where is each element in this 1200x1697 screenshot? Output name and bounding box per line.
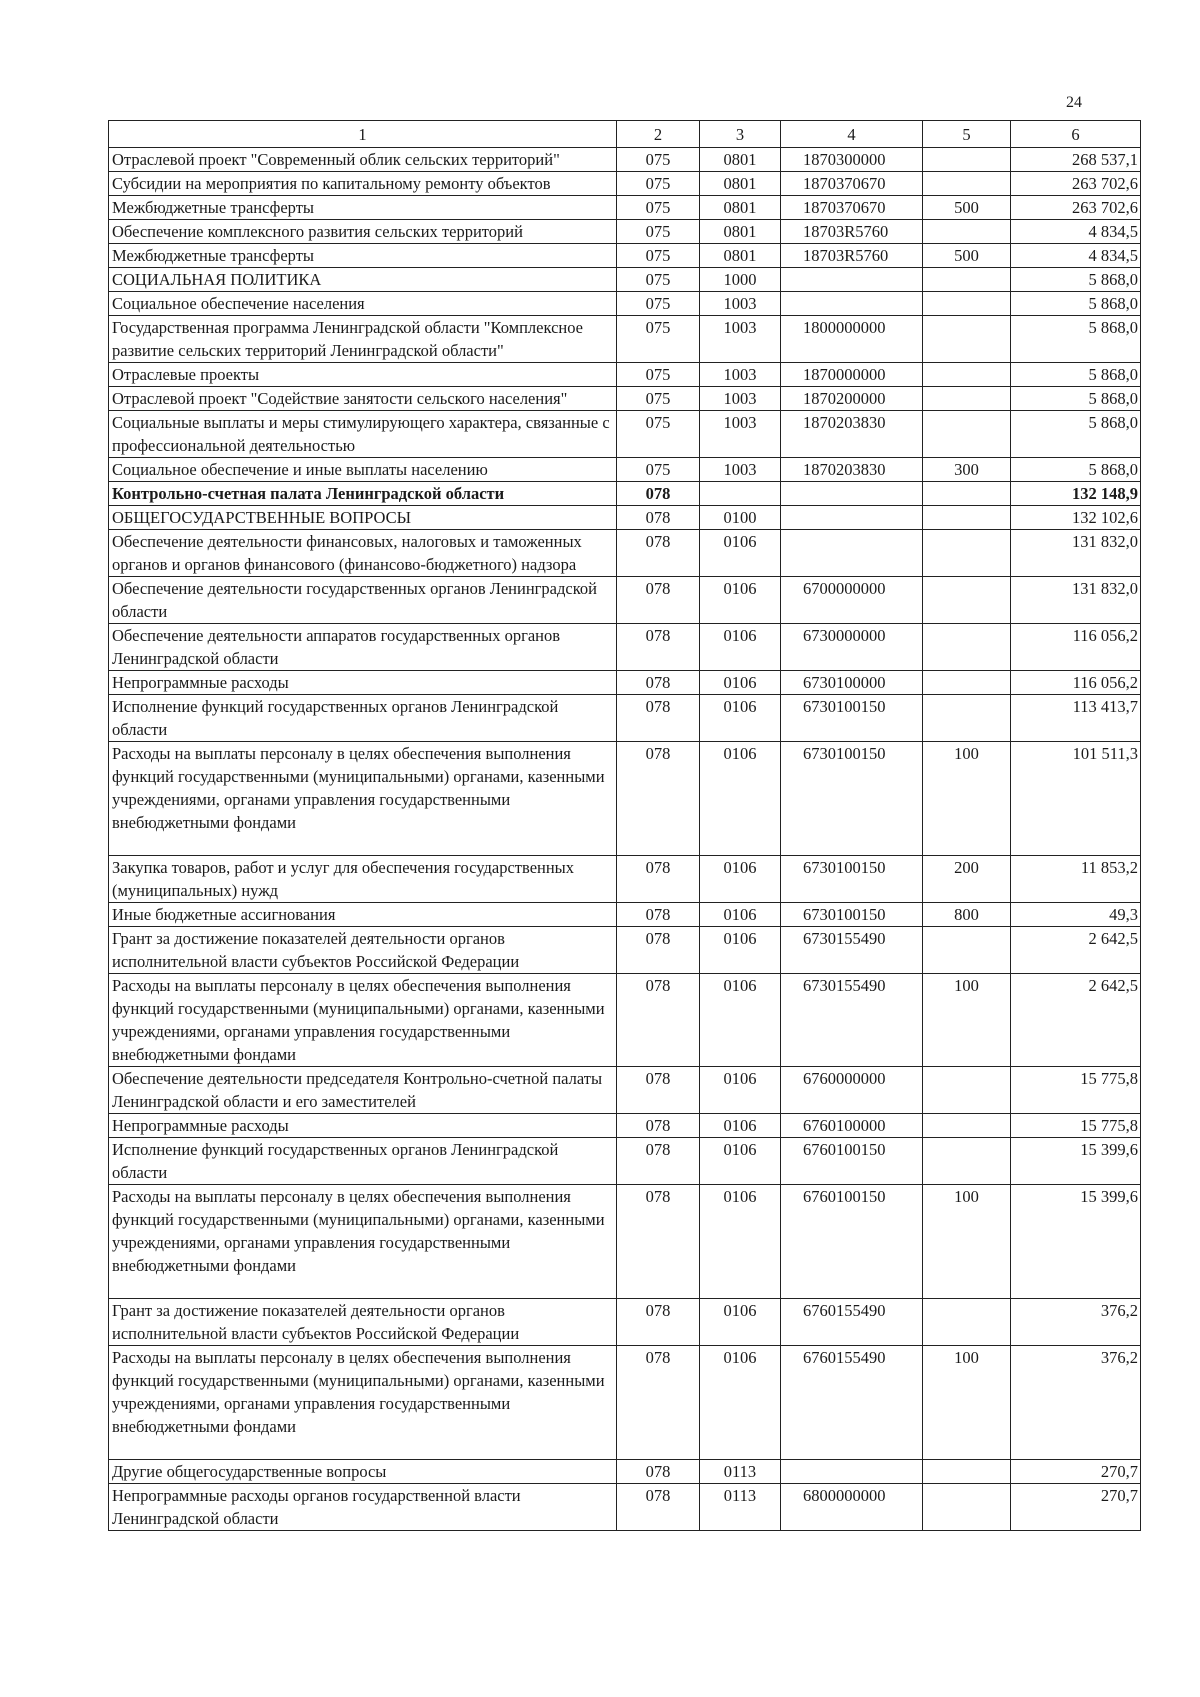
row-gr-code-cell: 078 xyxy=(617,1346,700,1460)
row-gr-code-cell: 075 xyxy=(617,172,700,196)
row-gr-code-cell: 075 xyxy=(617,458,700,482)
header-col-1: 1 xyxy=(109,121,617,148)
header-col-3: 3 xyxy=(700,121,781,148)
row-gr-code-cell: 078 xyxy=(617,1484,700,1531)
row-gr-code-cell: 075 xyxy=(617,316,700,363)
row-target-article-cell: 6730100000 xyxy=(781,671,923,695)
row-amount-cell: 5 868,0 xyxy=(1011,292,1141,316)
table-row xyxy=(109,506,1141,530)
row-section-code-cell: 1003 xyxy=(700,363,781,387)
row-section-code-cell: 0100 xyxy=(700,506,781,530)
row-target-article-cell: 6700000000 xyxy=(781,577,923,624)
row-gr-code-cell: 078 xyxy=(617,530,700,577)
header-row xyxy=(109,121,1141,148)
row-amount-cell: 5 868,0 xyxy=(1011,411,1141,458)
row-name-cell: Обеспечение деятельности государственных органов Ленинградской области xyxy=(109,577,617,624)
row-amount-cell: 15 399,6 xyxy=(1011,1138,1141,1185)
row-name-cell: Межбюджетные трансферты xyxy=(109,196,617,220)
row-gr-code-cell: 078 xyxy=(617,695,700,742)
row-name-cell: Грант за достижение показателей деятельности органов исполнительной власти субъектов Российской Федерации xyxy=(109,1299,617,1346)
row-amount-cell: 15 399,6 xyxy=(1011,1185,1141,1299)
row-section-code-cell: 1003 xyxy=(700,316,781,363)
row-expense-type-cell xyxy=(923,411,1011,458)
table-row xyxy=(109,292,1141,316)
row-section-code-cell: 0106 xyxy=(700,742,781,856)
header-col-6: 6 xyxy=(1011,121,1141,148)
row-gr-code-cell: 075 xyxy=(617,220,700,244)
row-expense-type-cell xyxy=(923,292,1011,316)
row-expense-type-cell xyxy=(923,1484,1011,1531)
row-section-code-cell: 0106 xyxy=(700,1067,781,1114)
row-name-cell: Межбюджетные трансферты xyxy=(109,244,617,268)
row-target-article-cell: 1870200000 xyxy=(781,387,923,411)
row-section-code-cell: 1003 xyxy=(700,292,781,316)
row-gr-code-cell: 078 xyxy=(617,742,700,856)
table-row xyxy=(109,624,1141,671)
row-target-article-cell: 6730100150 xyxy=(781,695,923,742)
row-name-cell: СОЦИАЛЬНАЯ ПОЛИТИКА xyxy=(109,268,617,292)
header-col-4: 4 xyxy=(781,121,923,148)
table-row xyxy=(109,411,1141,458)
table-row xyxy=(109,1114,1141,1138)
row-section-code-cell: 0106 xyxy=(700,1346,781,1460)
row-expense-type-cell: 500 xyxy=(923,244,1011,268)
row-expense-type-cell xyxy=(923,363,1011,387)
row-expense-type-cell xyxy=(923,316,1011,363)
row-expense-type-cell xyxy=(923,671,1011,695)
row-section-code-cell: 0106 xyxy=(700,671,781,695)
row-gr-code-cell: 078 xyxy=(617,1067,700,1114)
row-amount-cell: 4 834,5 xyxy=(1011,244,1141,268)
row-target-article-cell: 6760000000 xyxy=(781,1067,923,1114)
row-expense-type-cell xyxy=(923,695,1011,742)
row-amount-cell: 376,2 xyxy=(1011,1346,1141,1460)
row-name-cell: Отраслевые проекты xyxy=(109,363,617,387)
row-amount-cell: 116 056,2 xyxy=(1011,671,1141,695)
row-gr-code-cell: 075 xyxy=(617,292,700,316)
row-amount-cell: 131 832,0 xyxy=(1011,577,1141,624)
table-row xyxy=(109,316,1141,363)
row-name-cell: Расходы на выплаты персоналу в целях обеспечения выполнения функций государственными (муниципальными) органами, казенными учреждениями, органами управления государственными внебюджетными фондами xyxy=(109,742,617,856)
row-amount-cell: 270,7 xyxy=(1011,1460,1141,1484)
row-amount-cell: 263 702,6 xyxy=(1011,196,1141,220)
table-row xyxy=(109,577,1141,624)
row-name-cell: Расходы на выплаты персоналу в целях обеспечения выполнения функций государственными (муниципальными) органами, казенными учреждениями, органами управления государственными внебюджетными фондами xyxy=(109,1346,617,1460)
header-col-5: 5 xyxy=(923,121,1011,148)
row-target-article-cell: 6730100150 xyxy=(781,856,923,903)
row-name-cell: ОБЩЕГОСУДАРСТВЕННЫЕ ВОПРОСЫ xyxy=(109,506,617,530)
row-amount-cell: 15 775,8 xyxy=(1011,1067,1141,1114)
row-target-article-cell: 1800000000 xyxy=(781,316,923,363)
row-name-cell: Исполнение функций государственных органов Ленинградской области xyxy=(109,695,617,742)
row-target-article-cell: 1870300000 xyxy=(781,148,923,172)
row-section-code-cell: 0801 xyxy=(700,172,781,196)
row-amount-cell: 4 834,5 xyxy=(1011,220,1141,244)
header-col-2: 2 xyxy=(617,121,700,148)
row-name-cell: Субсидии на мероприятия по капитальному ремонту объектов xyxy=(109,172,617,196)
table-row xyxy=(109,482,1141,506)
table-row xyxy=(109,1067,1141,1114)
row-name-cell: Социальные выплаты и меры стимулирующего характера, связанные с профессиональной деятельностью xyxy=(109,411,617,458)
row-target-article-cell: 1870203830 xyxy=(781,411,923,458)
row-gr-code-cell: 078 xyxy=(617,577,700,624)
table-row xyxy=(109,927,1141,974)
row-target-article-cell: 6760100150 xyxy=(781,1185,923,1299)
row-name-cell: Другие общегосударственные вопросы xyxy=(109,1460,617,1484)
table-row xyxy=(109,1138,1141,1185)
row-expense-type-cell xyxy=(923,1460,1011,1484)
row-amount-cell: 15 775,8 xyxy=(1011,1114,1141,1138)
row-target-article-cell xyxy=(781,268,923,292)
row-name-cell: Отраслевой проект "Содействие занятости сельского населения" xyxy=(109,387,617,411)
table-row xyxy=(109,903,1141,927)
row-expense-type-cell: 200 xyxy=(923,856,1011,903)
row-section-code-cell: 1000 xyxy=(700,268,781,292)
row-amount-cell: 116 056,2 xyxy=(1011,624,1141,671)
row-expense-type-cell xyxy=(923,1114,1011,1138)
row-amount-cell: 5 868,0 xyxy=(1011,458,1141,482)
row-section-code-cell: 0106 xyxy=(700,1185,781,1299)
row-gr-code-cell: 078 xyxy=(617,506,700,530)
row-name-cell: Обеспечение деятельности аппаратов государственных органов Ленинградской области xyxy=(109,624,617,671)
row-amount-cell: 5 868,0 xyxy=(1011,268,1141,292)
row-expense-type-cell: 100 xyxy=(923,974,1011,1067)
row-target-article-cell: 1870370670 xyxy=(781,196,923,220)
row-target-article-cell: 6760155490 xyxy=(781,1299,923,1346)
row-expense-type-cell xyxy=(923,148,1011,172)
row-expense-type-cell xyxy=(923,530,1011,577)
row-target-article-cell xyxy=(781,506,923,530)
row-name-cell: Непрограммные расходы органов государственной власти Ленинградской области xyxy=(109,1484,617,1531)
row-gr-code-cell: 075 xyxy=(617,411,700,458)
row-target-article-cell: 6760100000 xyxy=(781,1114,923,1138)
row-gr-code-cell: 078 xyxy=(617,974,700,1067)
row-section-code-cell: 0106 xyxy=(700,577,781,624)
row-section-code-cell: 0113 xyxy=(700,1484,781,1531)
row-gr-code-cell: 075 xyxy=(617,244,700,268)
row-section-code-cell: 0106 xyxy=(700,974,781,1067)
table-row xyxy=(109,268,1141,292)
row-expense-type-cell: 100 xyxy=(923,742,1011,856)
row-amount-cell: 5 868,0 xyxy=(1011,363,1141,387)
row-amount-cell: 2 642,5 xyxy=(1011,974,1141,1067)
table-row xyxy=(109,244,1141,268)
row-expense-type-cell: 100 xyxy=(923,1185,1011,1299)
budget-table xyxy=(108,120,1141,1531)
row-name-cell: Социальное обеспечение и иные выплаты населению xyxy=(109,458,617,482)
table-row xyxy=(109,148,1141,172)
row-gr-code-cell: 078 xyxy=(617,1114,700,1138)
row-amount-cell: 5 868,0 xyxy=(1011,316,1141,363)
row-name-cell: Обеспечение комплексного развития сельских территорий xyxy=(109,220,617,244)
row-amount-cell: 101 511,3 xyxy=(1011,742,1141,856)
row-target-article-cell: 1870203830 xyxy=(781,458,923,482)
row-gr-code-cell: 075 xyxy=(617,268,700,292)
row-amount-cell: 376,2 xyxy=(1011,1299,1141,1346)
row-gr-code-cell: 078 xyxy=(617,856,700,903)
table-row xyxy=(109,1185,1141,1299)
row-gr-code-cell: 078 xyxy=(617,927,700,974)
row-name-cell: Обеспечение деятельности председателя Контрольно-счетной палаты Ленинградской области и его заместителей xyxy=(109,1067,617,1114)
row-name-cell: Расходы на выплаты персоналу в целях обеспечения выполнения функций государственными (муниципальными) органами, казенными учреждениями, органами управления государственными внебюджетными фондами xyxy=(109,974,617,1067)
row-expense-type-cell xyxy=(923,220,1011,244)
row-section-code-cell: 1003 xyxy=(700,411,781,458)
row-name-cell: Социальное обеспечение населения xyxy=(109,292,617,316)
table-row xyxy=(109,1346,1141,1460)
row-expense-type-cell xyxy=(923,624,1011,671)
table-row xyxy=(109,974,1141,1067)
row-section-code-cell: 0106 xyxy=(700,903,781,927)
row-section-code-cell: 0106 xyxy=(700,624,781,671)
row-target-article-cell xyxy=(781,482,923,506)
row-name-cell: Закупка товаров, работ и услуг для обеспечения государственных (муниципальных) нужд xyxy=(109,856,617,903)
row-target-article-cell: 6730155490 xyxy=(781,974,923,1067)
row-section-code-cell: 0801 xyxy=(700,196,781,220)
row-target-article-cell: 1870000000 xyxy=(781,363,923,387)
row-section-code-cell: 0801 xyxy=(700,220,781,244)
row-gr-code-cell: 078 xyxy=(617,1185,700,1299)
row-gr-code-cell: 075 xyxy=(617,363,700,387)
row-name-cell: Контрольно-счетная палата Ленинградской области xyxy=(109,482,617,506)
row-amount-cell: 11 853,2 xyxy=(1011,856,1141,903)
row-expense-type-cell xyxy=(923,387,1011,411)
row-gr-code-cell: 075 xyxy=(617,387,700,411)
table-row xyxy=(109,1484,1141,1531)
row-expense-type-cell xyxy=(923,1299,1011,1346)
row-gr-code-cell: 078 xyxy=(617,482,700,506)
row-section-code-cell: 0113 xyxy=(700,1460,781,1484)
row-amount-cell: 263 702,6 xyxy=(1011,172,1141,196)
row-gr-code-cell: 078 xyxy=(617,1138,700,1185)
row-target-article-cell: 6800000000 xyxy=(781,1484,923,1531)
row-name-cell: Отраслевой проект "Современный облик сельских территорий" xyxy=(109,148,617,172)
row-gr-code-cell: 078 xyxy=(617,671,700,695)
row-amount-cell: 268 537,1 xyxy=(1011,148,1141,172)
row-expense-type-cell xyxy=(923,1067,1011,1114)
table-row xyxy=(109,172,1141,196)
row-target-article-cell: 6760155490 xyxy=(781,1346,923,1460)
row-expense-type-cell: 800 xyxy=(923,903,1011,927)
row-section-code-cell: 0106 xyxy=(700,695,781,742)
row-target-article-cell xyxy=(781,292,923,316)
row-section-code-cell: 0106 xyxy=(700,1299,781,1346)
row-section-code-cell: 0106 xyxy=(700,927,781,974)
row-expense-type-cell: 300 xyxy=(923,458,1011,482)
row-gr-code-cell: 075 xyxy=(617,148,700,172)
row-name-cell: Непрограммные расходы xyxy=(109,671,617,695)
row-amount-cell: 270,7 xyxy=(1011,1484,1141,1531)
row-amount-cell: 131 832,0 xyxy=(1011,530,1141,577)
row-expense-type-cell: 100 xyxy=(923,1346,1011,1460)
table-row xyxy=(109,196,1141,220)
row-section-code-cell: 0106 xyxy=(700,530,781,577)
row-gr-code-cell: 078 xyxy=(617,1460,700,1484)
row-target-article-cell: 18703R5760 xyxy=(781,220,923,244)
row-expense-type-cell xyxy=(923,268,1011,292)
row-target-article-cell: 6760100150 xyxy=(781,1138,923,1185)
row-target-article-cell: 18703R5760 xyxy=(781,244,923,268)
row-gr-code-cell: 078 xyxy=(617,903,700,927)
row-amount-cell: 132 148,9 xyxy=(1011,482,1141,506)
row-name-cell: Государственная программа Ленинградской области "Комплексное развитие сельских территорий Ленинградской области" xyxy=(109,316,617,363)
table-row xyxy=(109,363,1141,387)
row-target-article-cell xyxy=(781,1460,923,1484)
row-gr-code-cell: 075 xyxy=(617,196,700,220)
row-target-article-cell: 6730155490 xyxy=(781,927,923,974)
table-row xyxy=(109,1299,1141,1346)
row-section-code-cell: 0801 xyxy=(700,244,781,268)
row-section-code-cell: 1003 xyxy=(700,458,781,482)
row-target-article-cell: 6730100150 xyxy=(781,903,923,927)
table-header xyxy=(109,121,1141,148)
row-amount-cell: 132 102,6 xyxy=(1011,506,1141,530)
row-amount-cell: 2 642,5 xyxy=(1011,927,1141,974)
row-section-code-cell: 0801 xyxy=(700,148,781,172)
row-section-code-cell: 0106 xyxy=(700,1114,781,1138)
row-gr-code-cell: 078 xyxy=(617,624,700,671)
row-expense-type-cell xyxy=(923,506,1011,530)
row-section-code-cell: 0106 xyxy=(700,1138,781,1185)
row-section-code-cell: 0106 xyxy=(700,856,781,903)
row-expense-type-cell: 500 xyxy=(923,196,1011,220)
table-row xyxy=(109,387,1141,411)
table-row xyxy=(109,458,1141,482)
table-row xyxy=(109,1460,1141,1484)
row-section-code-cell: 1003 xyxy=(700,387,781,411)
row-name-cell: Непрограммные расходы xyxy=(109,1114,617,1138)
table-row xyxy=(109,742,1141,856)
row-target-article-cell: 6730100150 xyxy=(781,742,923,856)
row-expense-type-cell xyxy=(923,1138,1011,1185)
row-name-cell: Исполнение функций государственных органов Ленинградской области xyxy=(109,1138,617,1185)
page-number: 24 xyxy=(1066,94,1082,111)
row-amount-cell: 5 868,0 xyxy=(1011,387,1141,411)
row-target-article-cell xyxy=(781,530,923,577)
row-target-article-cell: 6730000000 xyxy=(781,624,923,671)
table-row xyxy=(109,856,1141,903)
table-row xyxy=(109,671,1141,695)
row-gr-code-cell: 078 xyxy=(617,1299,700,1346)
row-section-code-cell xyxy=(700,482,781,506)
row-amount-cell: 49,3 xyxy=(1011,903,1141,927)
table-row xyxy=(109,530,1141,577)
row-expense-type-cell xyxy=(923,927,1011,974)
table-row xyxy=(109,695,1141,742)
row-name-cell: Иные бюджетные ассигнования xyxy=(109,903,617,927)
row-name-cell: Расходы на выплаты персоналу в целях обеспечения выполнения функций государственными (муниципальными) органами, казенными учреждениями, органами управления государственными внебюджетными фондами xyxy=(109,1185,617,1299)
row-name-cell: Грант за достижение показателей деятельности органов исполнительной власти субъектов Российской Федерации xyxy=(109,927,617,974)
row-expense-type-cell xyxy=(923,172,1011,196)
table-body xyxy=(109,148,1141,1531)
row-name-cell: Обеспечение деятельности финансовых, налоговых и таможенных органов и органов финансового (финансово-бюджетного) надзора xyxy=(109,530,617,577)
table-row xyxy=(109,220,1141,244)
row-expense-type-cell xyxy=(923,577,1011,624)
row-target-article-cell: 1870370670 xyxy=(781,172,923,196)
row-expense-type-cell xyxy=(923,482,1011,506)
row-amount-cell: 113 413,7 xyxy=(1011,695,1141,742)
